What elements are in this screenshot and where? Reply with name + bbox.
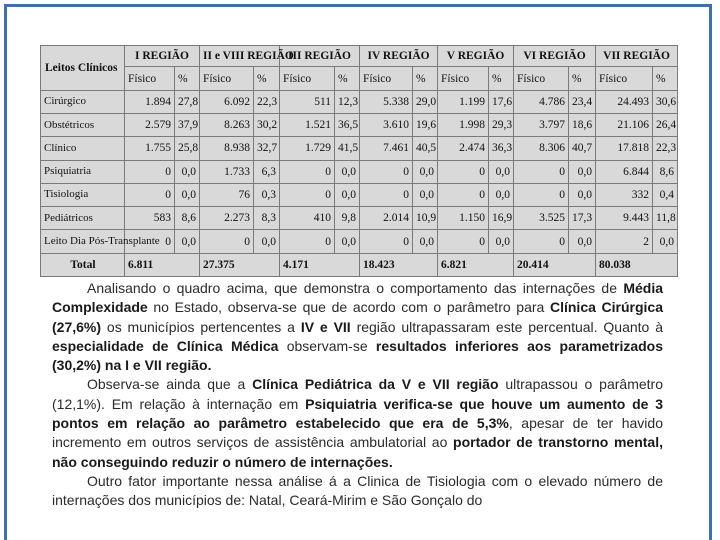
cell-percent: 30,2	[254, 114, 280, 137]
cell-percent: 0,0	[489, 160, 514, 183]
subheader-fisico: Físico	[360, 67, 413, 90]
cell-percent: 6,3	[254, 160, 280, 183]
bold-segment: IV e VII	[300, 318, 351, 335]
cell-percent: 0,0	[569, 183, 596, 206]
row-label: Cirúrgico	[41, 90, 125, 113]
total-cell: 27.375	[200, 253, 280, 276]
cell-percent: 0,0	[569, 230, 596, 253]
cell-percent: 29,3	[489, 114, 514, 137]
total-label: Total	[41, 253, 125, 276]
text-segment: Analisando o quadro acima, que demonstra o comportamento das internações de	[87, 280, 624, 296]
row-label: Leito Dia Pós-Transplante	[41, 230, 125, 253]
row-header: Leitos Clínicos	[41, 46, 125, 91]
cell-count: 6.844	[596, 160, 653, 183]
cell-percent: 19,6	[413, 114, 438, 137]
cell-percent: 8,6	[175, 207, 200, 230]
cell-count: 8.306	[514, 137, 569, 160]
cell-percent: 30,6	[653, 90, 678, 113]
cell-percent: 17,3	[569, 207, 596, 230]
region-header: I REGIÃO	[125, 46, 200, 67]
table-row	[41, 137, 678, 160]
cell-count: 2.014	[360, 207, 413, 230]
cell-count: 0	[200, 230, 254, 253]
cell-percent: 25,8	[175, 137, 200, 160]
table-row	[41, 90, 678, 113]
region-header: VI REGIÃO	[514, 46, 596, 67]
cell-count: 0	[360, 230, 413, 253]
cell-count: 3.525	[514, 207, 569, 230]
cell-percent: 0,0	[569, 160, 596, 183]
cell-count: 2.273	[200, 207, 254, 230]
cell-count: 24.493	[596, 90, 653, 113]
cell-count: 583	[125, 207, 175, 230]
subheader-percent: %	[335, 67, 360, 90]
bold-segment: portador de transtorno mental, não conseguindo reduzir o número de internações.	[52, 434, 663, 470]
text-segment: observam-se	[278, 337, 376, 354]
cell-percent: 0,0	[653, 230, 678, 253]
cell-count: 2.579	[125, 114, 175, 137]
total-cell: 6.821	[438, 253, 514, 276]
row-label: Psiquiatria	[41, 160, 125, 183]
cell-percent: 9,8	[335, 207, 360, 230]
cell-count: 1.894	[125, 90, 175, 113]
cell-count: 9.443	[596, 207, 653, 230]
cell-count: 4.786	[514, 90, 569, 113]
region-header: IV REGIÃO	[360, 46, 438, 67]
text-segment: região ultrapassaram este percentual. Quanto à	[350, 318, 663, 335]
cell-percent: 0,0	[489, 230, 514, 253]
cell-count: 0	[438, 183, 489, 206]
cell-percent: 22,3	[653, 137, 678, 160]
cell-percent: 0,0	[335, 230, 360, 253]
cell-count: 17.818	[596, 137, 653, 160]
data-table-image	[40, 45, 677, 277]
cell-percent: 16,9	[489, 207, 514, 230]
cell-count: 1.199	[438, 90, 489, 113]
subheader-row	[41, 67, 678, 90]
cell-percent: 0,0	[413, 183, 438, 206]
cell-count: 0	[514, 183, 569, 206]
row-label: Pediátricos	[41, 207, 125, 230]
subheader-percent: %	[489, 67, 514, 90]
hospitalization-table	[40, 45, 678, 277]
cell-count: 0	[360, 183, 413, 206]
total-cell: 4.171	[280, 253, 360, 276]
cell-count: 0	[438, 230, 489, 253]
row-label: Tisiologia	[41, 183, 125, 206]
cell-count: 511	[280, 90, 335, 113]
cell-percent: 36,5	[335, 114, 360, 137]
cell-percent: 29,0	[413, 90, 438, 113]
cell-count: 0	[125, 183, 175, 206]
cell-percent: 23,4	[569, 90, 596, 113]
subheader-percent: %	[254, 67, 280, 90]
cell-percent: 0,0	[254, 230, 280, 253]
subheader-fisico: Físico	[514, 67, 569, 90]
cell-count: 0	[125, 160, 175, 183]
cell-percent: 10,9	[413, 207, 438, 230]
cell-percent: 32,7	[254, 137, 280, 160]
table-row	[41, 114, 678, 137]
paragraph	[52, 279, 663, 375]
paragraph	[52, 472, 663, 511]
cell-percent: 18,6	[569, 114, 596, 137]
cell-count: 0	[280, 183, 335, 206]
bold-segment: resultados inferiores aos parametrizados (30,2%) na I e VII região.	[52, 337, 664, 374]
cell-count: 3.797	[514, 114, 569, 137]
cell-count: 8.263	[200, 114, 254, 137]
cell-count: 0	[280, 230, 335, 253]
cell-count: 332	[596, 183, 653, 206]
cell-count: 410	[280, 207, 335, 230]
text-segment: no Estado, observa-se que de acordo com o parâmetro para	[147, 299, 550, 316]
cell-count: 21.106	[596, 114, 653, 137]
text-segment: ultrapassou o parâmetro (12,1%). Em relação à internação em	[52, 376, 663, 412]
cell-percent: 0,4	[653, 183, 678, 206]
paragraph	[52, 375, 663, 471]
cell-count: 6.092	[200, 90, 254, 113]
cell-percent: 37,9	[175, 114, 200, 137]
cell-count: 1.998	[438, 114, 489, 137]
bold-segment: Média Complexidade	[52, 280, 663, 316]
subheader-percent: %	[653, 67, 678, 90]
cell-percent: 41,5	[335, 137, 360, 160]
cell-count: 1.755	[125, 137, 175, 160]
subheader-fisico: Físico	[280, 67, 335, 90]
cell-percent: 0,3	[254, 183, 280, 206]
cell-percent: 12,3	[335, 90, 360, 113]
header-row	[41, 46, 678, 67]
cell-percent: 11,8	[653, 207, 678, 230]
text-segment: , apesar de ter havido incremento em outros serviços de assistência ambulatorial ao	[52, 415, 663, 451]
cell-count: 0	[280, 160, 335, 183]
region-header: II e VIII REGIÃO	[200, 46, 280, 67]
total-cell: 6.811	[125, 253, 200, 276]
subheader-fisico: Físico	[125, 67, 175, 90]
cell-count: 1.733	[200, 160, 254, 183]
table-row	[41, 230, 678, 253]
cell-percent: 0,0	[335, 183, 360, 206]
subheader-percent: %	[413, 67, 438, 90]
table-row	[41, 160, 678, 183]
cell-percent: 26,4	[653, 114, 678, 137]
cell-percent: 0,0	[175, 160, 200, 183]
cell-count: 0	[514, 160, 569, 183]
cell-percent: 27,8	[175, 90, 200, 113]
table-row	[41, 207, 678, 230]
cell-count: 2	[596, 230, 653, 253]
text-segment: os municípios pertencentes a	[101, 318, 301, 335]
subheader-fisico: Físico	[596, 67, 653, 90]
cell-percent: 0,0	[489, 183, 514, 206]
region-header: VII REGIÃO	[596, 46, 678, 67]
row-label: Clínico	[41, 137, 125, 160]
cell-count: 1.521	[280, 114, 335, 137]
cell-count: 1.729	[280, 137, 335, 160]
subheader-percent: %	[175, 67, 200, 90]
cell-count: 0	[360, 160, 413, 183]
cell-percent: 8,6	[653, 160, 678, 183]
subheader-fisico: Físico	[438, 67, 489, 90]
cell-count: 3.610	[360, 114, 413, 137]
region-header: V REGIÃO	[438, 46, 514, 67]
cell-count: 5.338	[360, 90, 413, 113]
bold-segment: Clínica Cirúrgica (27,6%)	[52, 299, 664, 335]
table-row	[41, 183, 678, 206]
cell-percent: 36,3	[489, 137, 514, 160]
cell-count: 1.150	[438, 207, 489, 230]
cell-percent: 17,6	[489, 90, 514, 113]
row-label: Obstétricos	[41, 114, 125, 137]
cell-count: 76	[200, 183, 254, 206]
cell-percent: 8,3	[254, 207, 280, 230]
cell-percent: 0,0	[175, 183, 200, 206]
cell-percent: 22,3	[254, 90, 280, 113]
cell-count: 2.474	[438, 137, 489, 160]
total-cell: 80.038	[596, 253, 678, 276]
subheader-percent: %	[569, 67, 596, 90]
cell-count: 0	[125, 230, 175, 253]
cell-percent: 0,0	[413, 160, 438, 183]
bold-segment: Clínica Pediátrica da V e VII região	[252, 376, 499, 393]
cell-count: 0	[438, 160, 489, 183]
cell-percent: 40,7	[569, 137, 596, 160]
text-segment: Outro fator importante nessa análise á a Clinica de Tisiologia com o elevado número de internações dos municípios de: Natal, Ceará-Mirim e São Gonçalo do	[52, 472, 663, 509]
total-cell: 20.414	[514, 253, 596, 276]
cell-count: 7.461	[360, 137, 413, 160]
total-cell: 18.423	[360, 253, 438, 276]
analysis-text	[52, 279, 663, 511]
cell-percent: 0,0	[175, 230, 200, 253]
region-header: III REGIÃO	[280, 46, 360, 67]
bold-segment: Psiquiatria verifica-se que houve um aumento de 3 pontos em relação ao parâmetro estabelecido que era de 5,3%	[52, 395, 664, 432]
bold-segment: especialidade de Clínica Médica	[52, 337, 279, 354]
subheader-fisico: Físico	[200, 67, 254, 90]
cell-percent: 0,0	[335, 160, 360, 183]
total-row	[41, 253, 678, 276]
cell-count: 8.938	[200, 137, 254, 160]
cell-count: 0	[514, 230, 569, 253]
text-segment: Observa-se ainda que a	[87, 376, 253, 393]
cell-percent: 40,5	[413, 137, 438, 160]
cell-percent: 0,0	[413, 230, 438, 253]
